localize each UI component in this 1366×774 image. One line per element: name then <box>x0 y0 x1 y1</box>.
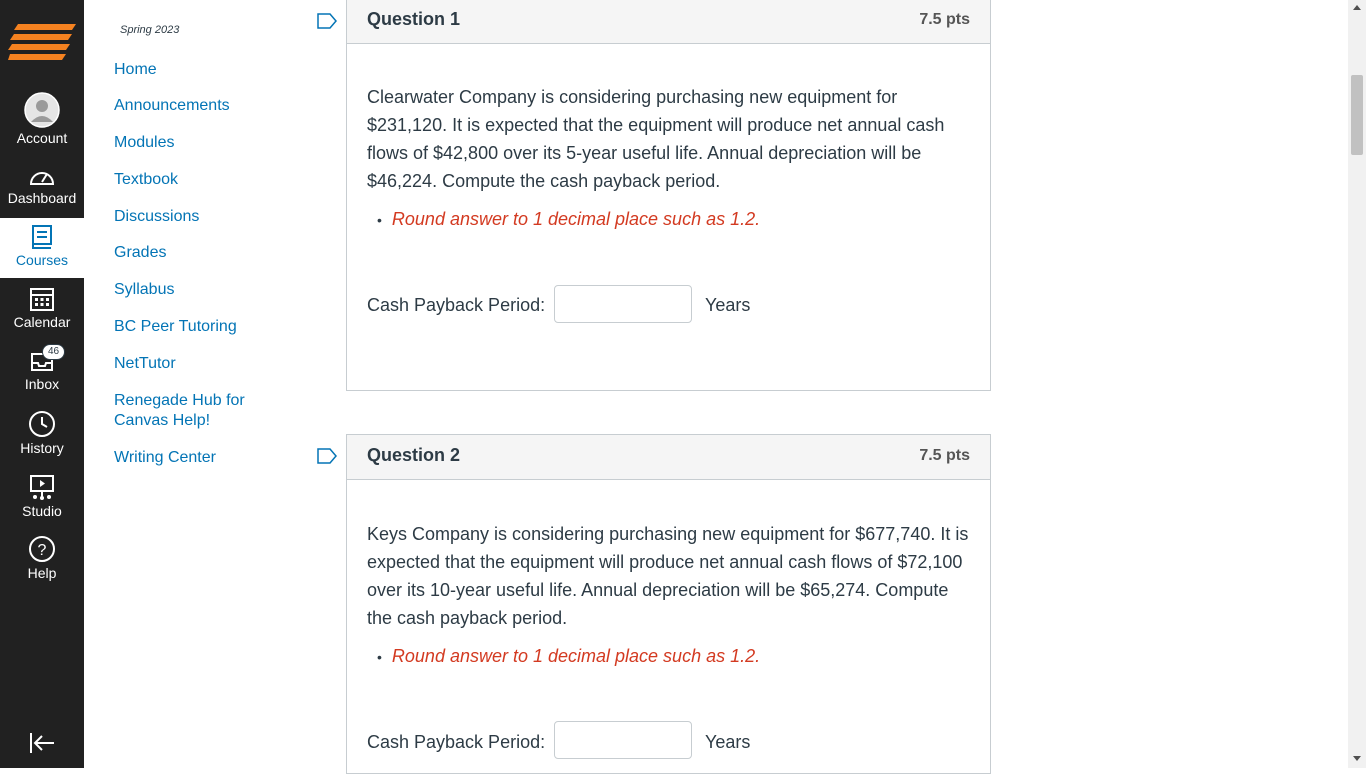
page-scrollbar[interactable] <box>1348 0 1366 768</box>
course-link-announcements[interactable]: Announcements <box>114 97 230 114</box>
question-card <box>346 434 991 774</box>
institution-logo-icon[interactable] <box>8 22 76 64</box>
nav-label: Courses <box>15 252 69 268</box>
nav-label: Calendar <box>13 314 71 330</box>
answer-unit: Years <box>705 295 751 315</box>
course-link-writing-center[interactable]: Writing Center <box>114 449 216 466</box>
flag-question-icon[interactable] <box>316 447 338 465</box>
nav-label: Dashboard <box>7 190 77 206</box>
nav-studio[interactable] <box>0 473 84 519</box>
calendar-icon <box>29 286 55 312</box>
nav-label: History <box>20 440 64 456</box>
answer-unit: Years <box>705 732 751 752</box>
question-title: Question 1 <box>367 9 461 29</box>
hint-text: Round answer to 1 decimal place such as 1.2. <box>391 209 761 229</box>
nav-label: Inbox <box>24 376 60 392</box>
question-hint <box>377 209 760 230</box>
course-link-peer-tutoring[interactable]: BC Peer Tutoring <box>114 318 237 335</box>
nav-help[interactable] <box>0 535 84 581</box>
nav-label: Account <box>16 130 68 146</box>
question-hint <box>377 646 760 667</box>
course-link-grades[interactable]: Grades <box>114 244 167 261</box>
nav-account[interactable] <box>0 92 84 146</box>
account-avatar-icon <box>24 92 60 128</box>
answer-input[interactable] <box>554 285 692 323</box>
answer-input[interactable] <box>554 721 692 759</box>
history-clock-icon <box>28 410 56 438</box>
course-link-syllabus[interactable]: Syllabus <box>114 281 175 298</box>
svg-text:?: ? <box>37 542 47 559</box>
course-nav <box>84 0 314 768</box>
question-card <box>346 0 991 391</box>
bullet: • <box>377 649 382 665</box>
course-link-nettutor[interactable]: NetTutor <box>114 355 176 372</box>
scrollbar-thumb[interactable] <box>1351 75 1363 155</box>
question-header <box>347 435 990 480</box>
question-header <box>347 0 990 44</box>
course-link-modules[interactable]: Modules <box>114 134 175 151</box>
nav-dashboard[interactable] <box>0 166 84 206</box>
course-link-discussions[interactable]: Discussions <box>114 208 200 225</box>
question-title: Question 2 <box>367 445 461 465</box>
course-link-textbook[interactable]: Textbook <box>114 171 179 188</box>
scroll-down-arrow-icon[interactable] <box>1353 756 1361 761</box>
inbox-unread-badge: 46 <box>42 344 65 360</box>
answer-label: Cash Payback Period: <box>367 295 546 315</box>
dashboard-icon <box>28 166 56 188</box>
scroll-up-arrow-icon[interactable] <box>1353 5 1361 10</box>
nav-history[interactable] <box>0 410 84 456</box>
studio-icon <box>28 473 56 501</box>
answer-label: Cash Payback Period: <box>367 732 546 752</box>
question-points: 7.5 pts <box>919 11 970 28</box>
course-link-renegade-hub[interactable]: Renegade Hub for Canvas Help! <box>114 392 245 429</box>
help-question-icon <box>28 535 56 563</box>
nav-label: Studio <box>22 503 62 519</box>
courses-book-icon <box>30 224 54 250</box>
nav-label: Help <box>27 565 57 581</box>
collapse-nav-icon[interactable] <box>28 730 56 756</box>
bullet: • <box>377 212 382 228</box>
question-text: Keys Company is considering purchasing new equipment for $677,740. It is expected that the equipment will produce net annual cash flows of $72,100 over its 10-year useful life. Annual depreciation will be $65,274. Compute the cash payback period. <box>367 524 969 628</box>
hint-text: Round answer to 1 decimal place such as 1.2. <box>391 646 761 666</box>
question-points: 7.5 pts <box>919 447 970 464</box>
nav-inbox[interactable] <box>0 348 84 392</box>
nav-calendar[interactable] <box>0 286 84 330</box>
nav-courses[interactable] <box>0 218 84 278</box>
flag-question-icon[interactable] <box>316 12 338 30</box>
question-text: Clearwater Company is considering purchasing new equipment for $231,120. It is expected that the equipment will produce net annual cash flows of $42,800 over its 5-year useful life. Annual depreciation will be $46,224. Compute the cash payback period. <box>367 87 945 191</box>
course-term: Spring 2023 <box>120 24 180 36</box>
global-nav <box>0 0 84 768</box>
course-link-home[interactable]: Home <box>114 61 157 78</box>
